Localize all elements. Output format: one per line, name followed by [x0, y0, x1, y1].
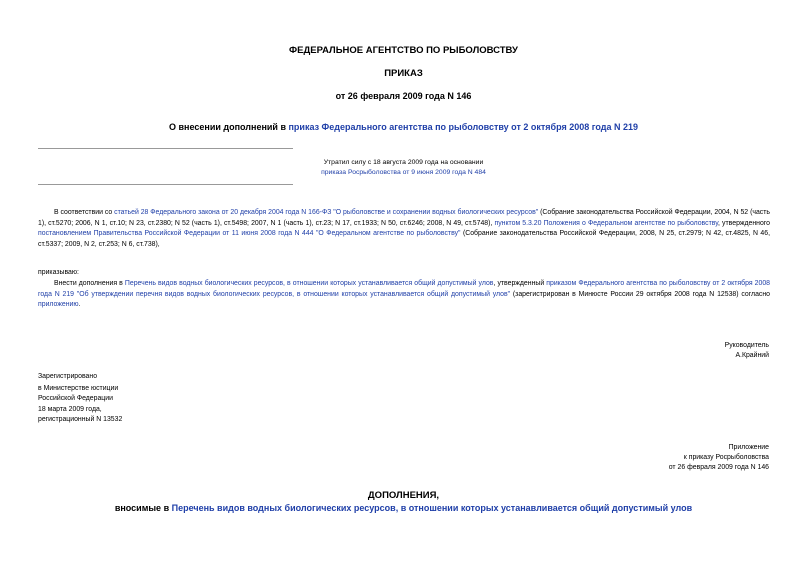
preamble-paragraph: [38, 208, 770, 250]
appendix-heading: ДОПОЛНЕНИЯ,: [367, 490, 440, 501]
registration-block: [38, 372, 122, 425]
registration-line: в Министерстве юстиции: [38, 385, 119, 393]
resolution-link[interactable]: постановлением Правительства Российской Федерации от 11 июня 2008 года N 444 "О Федеральном агентстве по рыболовству": [38, 230, 461, 237]
doc-title-prefix: О внесении дополнений в: [169, 122, 289, 132]
appendix-line: от 26 февраля 2009 года N 146: [668, 464, 769, 472]
signature-position: Руководитель: [724, 342, 769, 349]
doc-title: [0, 122, 807, 132]
appendix-species-link[interactable]: Перечень видов водных биологических ресурсов, в отношении которых устанавливается общий допустимый улов: [171, 503, 693, 513]
status-link[interactable]: приказа Росрыболовства от 9 июня 2009 года N 484: [321, 169, 486, 176]
law-link[interactable]: статьей 28 Федерального закона от 20 декабря 2004 года N 166-ФЗ "О рыболовстве и сохранении водных биологических ресурсов": [114, 209, 539, 216]
species-list-link[interactable]: Перечень видов водных биологических ресурсов, в отношении которых устанавливается общий допустимый улов: [124, 280, 494, 287]
signature-block: [725, 341, 769, 361]
preamble-text: , утвержденного: [718, 219, 770, 227]
doc-date-number: от 26 февраля 2009 года N 146: [335, 91, 472, 101]
divider-bottom: [38, 184, 293, 185]
appendix-line: Приложение: [728, 444, 769, 451]
order-paragraph: [38, 279, 770, 311]
regulation-link[interactable]: пунктом 5.3.20 Положения о Федеральном агентстве по рыболовству: [494, 219, 719, 227]
preamble-text: В соответствии со: [54, 209, 115, 216]
doc-type: ПРИКАЗ: [384, 68, 423, 79]
order-word: приказываю:: [38, 269, 79, 276]
order-text: , утвержденный: [493, 280, 547, 287]
status-line: Утратил силу с 18 августа 2009 года на основании: [323, 159, 484, 166]
registration-line: Зарегистрировано: [38, 373, 98, 380]
order-text: .: [78, 301, 81, 308]
appendix-caption: [669, 443, 769, 474]
agency-title: ФЕДЕРАЛЬНОЕ АГЕНТСТВО ПО РЫБОЛОВСТВУ: [289, 45, 518, 56]
order-text: Внести дополнения в: [54, 280, 125, 287]
preamble-text: (Собрание законодательства Российской Федерации, 2004, N 52 (часть 1), ст.5270; 2006, N 1, ст.10; N 23, ст.2380; N 52 (часть 1), ст.5498; 2007, N 1 (часть 1), ст.23; N 17, ст.1933; N 50, ст.6246; 2008, N 49, ст.5748),: [38, 209, 770, 227]
registration-line: регистрационный N 13532: [38, 415, 123, 423]
doc-title-link[interactable]: приказ Федерального агентства по рыболовству от 2 октября 2008 года N 219: [288, 122, 638, 132]
registration-line: Российской Федерации: [38, 395, 113, 403]
status-block: [0, 158, 807, 178]
preamble-text: (Собрание законодательства Российской Федерации, 2008, N 25, ст.2979; N 42, ст.4825, N 46, ст.5337; 2009, N 2, ст.253; N 6, ст.738),: [38, 230, 770, 248]
order-text: (зарегистрирован в Минюсте России 29 октября 2008 года N 12538) согласно: [510, 290, 770, 298]
appendix-line: к приказу Росрыболовства: [683, 454, 769, 462]
order-219-link[interactable]: приказом Федерального агентства по рыболовству от 2 октября 2008 года N 219 "Об утверждении перечня видов водных биологических ресурсов, в отношении которых устанавливается общий допустимый улов": [38, 280, 771, 298]
divider-top: [38, 148, 293, 149]
appendix-link[interactable]: приложению: [38, 301, 79, 308]
registration-line: 18 марта 2009 года,: [38, 405, 102, 413]
signature-name: А.Крайний: [735, 352, 769, 360]
appendix-subheading: [0, 503, 807, 513]
appendix-sub-prefix: вносимые в: [114, 503, 172, 513]
